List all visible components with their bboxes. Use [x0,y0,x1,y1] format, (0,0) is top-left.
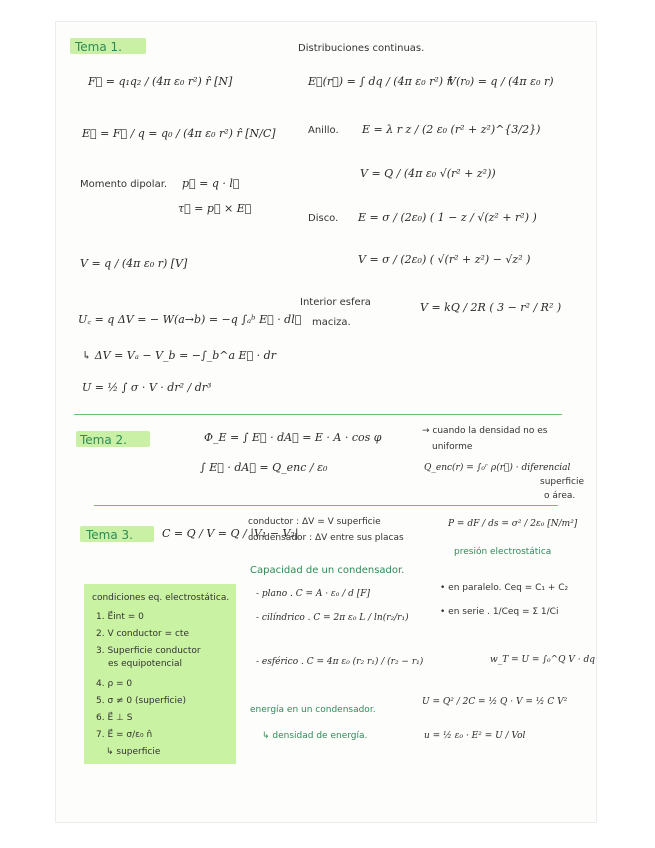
continuous-potential: V(r₀) = q / (4π ε₀ r) [448,75,554,88]
electric-field: E⃗ = F⃗ / q = q₀ / (4π ε₀ r²) r̂ [N/C] [82,127,276,140]
condenser-condition: condensador : ΔV entre sus placas [248,533,404,543]
capacitance-formula: C = Q / V = Q / |V₁ − V₂| [162,527,299,540]
condition-item: es equipotencial [108,659,182,669]
dipole-torque: τ⃗ = p⃗ × E⃗ [178,202,252,215]
parallel-capacitors: • en paralelo. Ceq = C₁ + C₂ [440,583,569,593]
disc-label: Disco. [308,213,339,224]
section-title-tema1: Tema 1. [75,40,122,54]
density-title: ↳ densidad de energía. [262,731,368,741]
note-line-2: uniforme [432,442,473,452]
pressure-label: presión electrostática [454,547,552,557]
condition-item: 3. Superficie conductor [96,646,201,656]
total-work: w_T = U = ∫₀^Q V · dq [490,655,595,665]
sphere-potential: V = kQ / 2R ( 3 − r² / R² ) [420,301,562,314]
energy-capacitor: U = Q² / 2C = ½ Q · V = ½ C V² [422,697,568,707]
separator [74,414,562,415]
capacity-title: Capacidad de un condensador. [250,565,405,576]
enclosed-note-1: superficie [540,477,584,487]
separator [94,505,558,506]
continuous-field: E⃗(r⃗) = ∫ dq / (4π ε₀ r²) r̂ [308,75,452,88]
condition-item: 5. σ ≠ 0 (superficie) [96,696,187,706]
disc-potential: V = σ / (2ε₀) ( √(r² + z²) − √z² ) [358,253,531,266]
condition-item: 4. ρ = 0 [96,679,133,689]
delta-v-formula: ↳ ΔV = Vₐ − V_b = −∫_b^a E⃗ · dr [82,349,276,362]
note-line-1: → cuando la densidad no es [422,426,548,436]
disc-field: E = σ / (2ε₀) ( 1 − z / √(z² + r²) ) [358,211,537,224]
pressure-formula: P = dF / ds = σ² / 2ε₀ [N/m²] [448,519,578,529]
gauss-law: ∫ E⃗ · dA⃗ = Q_enc / ε₀ [200,461,328,474]
energy-formula: U = ½ ∫ σ · V · dr² / dr³ [82,381,212,394]
ring-label: Anillo. [308,125,339,136]
dipole-moment: p⃗ = q · l⃗ [182,177,240,190]
energy-title: energía en un condensador. [250,705,376,715]
dipole-label: Momento dipolar. [80,179,168,190]
coulomb-law: F⃗ = q₁q₂ / (4π ε₀ r²) r̂ [N] [88,75,233,88]
flux-formula: Φ_E = ∫ E⃗ · dA⃗ = E · A · cos φ [204,431,382,444]
sphere-label-2: maciza. [312,317,351,328]
condition-item: ↳ superficie [106,747,161,757]
work-formula: U꜀ = q ΔV = − W(a→b) = −q ∫ₐᵇ E⃗ · dl⃗ [78,313,302,326]
sphere-label-1: Interior esfera [300,297,371,308]
enclosed-charge: Q_enc(r) = ∫₀ʳ ρ(r⃗) · diferencial [424,463,571,473]
series-capacitors: • en serie . 1/Ceq = Σ 1/Ci [440,607,559,617]
condition-item: 7. E⃗ = σ/ε₀ n̂ [96,730,153,740]
continuous-title: Distribuciones continuas. [298,43,425,54]
section-title-tema3: Tema 3. [86,528,133,542]
potential: V = q / (4π ε₀ r) [V] [80,257,188,270]
plane-capacitor: - plano . C = A · ε₀ / d [F] [256,589,371,599]
energy-density: u = ½ ε₀ · E² = U / Vol [424,731,526,741]
conditions-title: condiciones eq. electrostática. [92,593,230,603]
condition-item: 1. E⃗int = 0 [96,612,144,622]
condition-item: 2. V conductor = cte [96,629,190,639]
condition-item: 6. E⃗ ⊥ S [96,713,133,723]
ring-field: E = λ r z / (2 ε₀ (r² + z²)^{3/2}) [362,123,541,136]
section-title-tema2: Tema 2. [80,433,127,447]
spherical-capacitor: - esférico . C = 4π ε₀ (r₂ r₁) / (r₂ − r₁) [256,657,424,667]
ring-potential: V = Q / (4π ε₀ √(r² + z²)) [360,167,496,180]
enclosed-note-2: o área. [544,491,576,501]
cylindrical-capacitor: - cilíndrico . C = 2π ε₀ L / ln(r₂/r₁) [256,613,409,623]
conductor-condition: conductor : ΔV = V superficie [248,517,381,527]
